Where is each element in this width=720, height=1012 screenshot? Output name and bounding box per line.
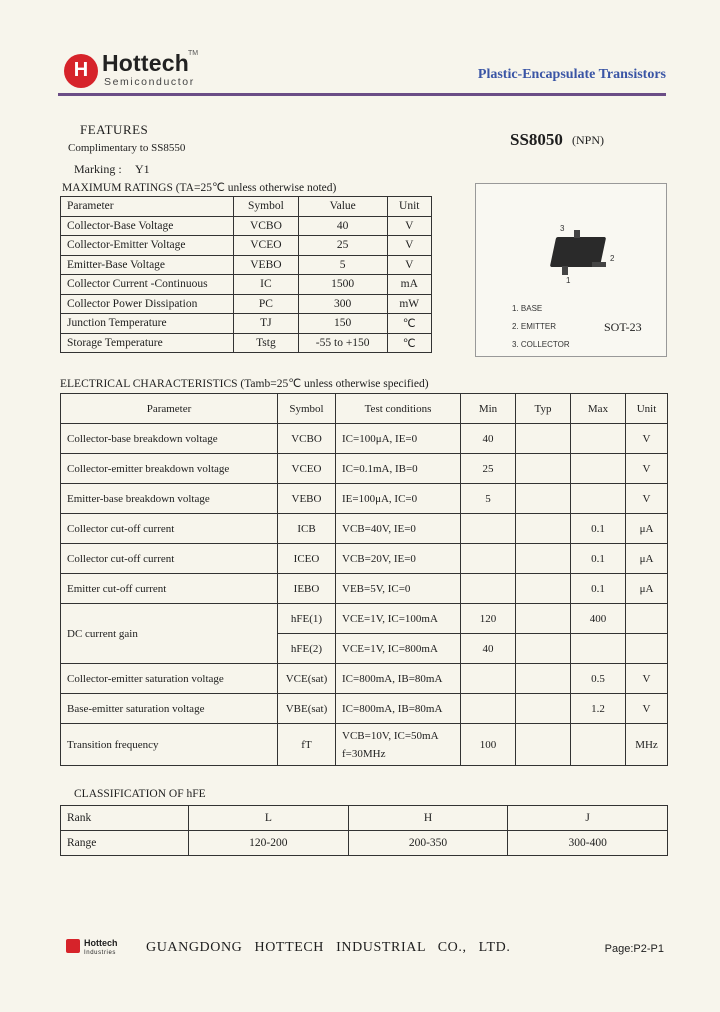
pin-3-label: 3 [560, 224, 565, 233]
cell [516, 574, 571, 604]
cell [516, 454, 571, 484]
cell: -55 to +150 [298, 333, 387, 353]
table-row [61, 314, 432, 334]
cell: IC=800mA, IB=80mA [336, 694, 461, 724]
cell: 40 [461, 634, 516, 664]
cell [626, 604, 668, 634]
cell: Collector Power Dissipation [61, 294, 234, 314]
cell: V [387, 255, 431, 275]
cell: VCE=1V, IC=100mA [336, 604, 461, 634]
cell: 0.5 [571, 664, 626, 694]
cell: V [387, 216, 431, 236]
trademark: TM [188, 50, 199, 57]
cell: 120-200 [189, 831, 349, 856]
cell: 0.1 [571, 574, 626, 604]
cell: Collector-base breakdown voltage [61, 424, 278, 454]
cell [516, 424, 571, 454]
header-cell: Test conditions [336, 394, 461, 424]
page-number: Page:P2-P1 [604, 943, 664, 955]
marking-value: Y1 [135, 162, 150, 176]
pin-legend-collector: 3. COLLECTOR [512, 340, 570, 349]
cell: VCBO [234, 216, 299, 236]
cell: 300-400 [508, 831, 668, 856]
hottech-logo-icon: H [64, 54, 98, 88]
table-row [61, 255, 432, 275]
header-cell: Typ [516, 394, 571, 424]
cell: 400 [571, 604, 626, 634]
classification-title: CLASSIFICATION OF hFE [74, 788, 206, 800]
cell [336, 724, 461, 766]
cell: Collector-emitter saturation voltage [61, 664, 278, 694]
cell: IC=0.1mA, IB=0 [336, 454, 461, 484]
pin-1-label: 1 [566, 276, 571, 285]
cell: 25 [461, 454, 516, 484]
table-row [61, 831, 668, 856]
cell: IC [234, 275, 299, 295]
cell [461, 574, 516, 604]
header-cell: Symbol [278, 394, 336, 424]
cell: 100 [461, 724, 516, 766]
table-row [61, 806, 668, 831]
cell [516, 724, 571, 766]
footer-logo-icon [66, 939, 80, 953]
cell: VCB=40V, IE=0 [336, 514, 461, 544]
electrical-title: ELECTRICAL CHARACTERISTICS (Tamb=25℃ unless otherwise specified) [60, 378, 429, 390]
complementary-note: Complimentary to SS8550 [68, 142, 186, 154]
cell [516, 664, 571, 694]
cell: fT [278, 724, 336, 766]
cell: V [626, 454, 668, 484]
pin-legend-emitter: 2. EMITTER [512, 322, 557, 331]
pin-2-label: 2 [610, 254, 615, 263]
cell [571, 484, 626, 514]
cell: Collector cut-off current [61, 514, 278, 544]
cell [571, 634, 626, 664]
marking-label: Marking : [74, 162, 122, 176]
cell: μA [626, 544, 668, 574]
cell: PC [234, 294, 299, 314]
cell [516, 484, 571, 514]
cell: V [387, 236, 431, 256]
cell: VCBO [278, 424, 336, 454]
header-cell: Value [298, 197, 387, 217]
table-row [61, 514, 668, 544]
electrical-table [60, 393, 668, 766]
max-ratings-title: MAXIMUM RATINGS (TA=25℃ unless otherwise noted) [62, 182, 337, 194]
cell: 5 [298, 255, 387, 275]
cell: Junction Temperature [61, 314, 234, 334]
package-name: SOT-23 [604, 320, 642, 334]
cell: VCB=20V, IE=0 [336, 544, 461, 574]
cell: 1500 [298, 275, 387, 295]
table-row [61, 604, 668, 634]
cell: L [189, 806, 349, 831]
cell: Storage Temperature [61, 333, 234, 353]
cell: Transition frequency [61, 724, 278, 766]
cell: J [508, 806, 668, 831]
condition-line: f=30MHz [342, 747, 386, 760]
cell: IEBO [278, 574, 336, 604]
cell [461, 664, 516, 694]
brand-name: Hottech [102, 50, 190, 76]
company-name: GUANGDONG HOTTECH INDUSTRIAL CO., LTD. [146, 940, 511, 955]
cell: ℃ [387, 333, 431, 353]
table-row [61, 484, 668, 514]
table-row [61, 724, 668, 766]
condition-line: VCB=10V, IC=50mA [342, 729, 439, 742]
cell: V [626, 664, 668, 694]
cell: hFE(2) [278, 634, 336, 664]
cell [571, 454, 626, 484]
pin-3-lead [574, 230, 580, 238]
cell: Collector-Emitter Voltage [61, 236, 234, 256]
cell: Range [61, 831, 189, 856]
header-rule [58, 93, 666, 96]
footer-brand: Hottech [84, 938, 118, 948]
table-row [61, 333, 432, 353]
cell: TJ [234, 314, 299, 334]
cell: V [626, 694, 668, 724]
cell: Emitter-Base Voltage [61, 255, 234, 275]
cell: VEBO [278, 484, 336, 514]
cell: 40 [298, 216, 387, 236]
table-row [61, 454, 668, 484]
cell: MHz [626, 724, 668, 766]
cell: Emitter cut-off current [61, 574, 278, 604]
cell: VCE=1V, IC=800mA [336, 634, 461, 664]
cell: VEBO [234, 255, 299, 275]
cell: mW [387, 294, 431, 314]
table-row [61, 694, 668, 724]
cell: Emitter-base breakdown voltage [61, 484, 278, 514]
cell: 0.1 [571, 514, 626, 544]
cell: hFE(1) [278, 604, 336, 634]
cell [516, 514, 571, 544]
pin-1-lead [562, 266, 568, 275]
part-number: SS8050 [510, 130, 563, 149]
cell: 1.2 [571, 694, 626, 724]
cell: 300 [298, 294, 387, 314]
table-header-row [61, 394, 668, 424]
cell: 150 [298, 314, 387, 334]
cell: 120 [461, 604, 516, 634]
table-row [61, 275, 432, 295]
cell: ICB [278, 514, 336, 544]
cell: 0.1 [571, 544, 626, 574]
table-row [61, 574, 668, 604]
cell: Collector Current -Continuous [61, 275, 234, 295]
classification-table [60, 805, 668, 856]
pin-legend-base: 1. BASE [512, 304, 543, 313]
cell [461, 514, 516, 544]
table-header-row [61, 197, 432, 217]
cell: VEB=5V, IC=0 [336, 574, 461, 604]
cell [571, 724, 626, 766]
table-row [61, 424, 668, 454]
cell [571, 424, 626, 454]
document-category-title: Plastic-Encapsulate Transistors [477, 67, 666, 82]
part-type: (NPN) [572, 133, 604, 147]
table-row [61, 236, 432, 256]
cell: Tstg [234, 333, 299, 353]
header-cell: Unit [387, 197, 431, 217]
cell: VCEO [234, 236, 299, 256]
cell: IC=800mA, IB=80mA [336, 664, 461, 694]
cell: IC=100μA, IE=0 [336, 424, 461, 454]
table-row [61, 294, 432, 314]
header-cell: Parameter [61, 197, 234, 217]
cell: VCEO [278, 454, 336, 484]
cell [516, 604, 571, 634]
cell: Collector cut-off current [61, 544, 278, 574]
cell: mA [387, 275, 431, 295]
cell: 25 [298, 236, 387, 256]
cell [516, 634, 571, 664]
header-cell: Min [461, 394, 516, 424]
cell: VBE(sat) [278, 694, 336, 724]
header-cell: Max [571, 394, 626, 424]
cell: 200-350 [348, 831, 508, 856]
pin-2-lead [592, 262, 606, 267]
table-row [61, 216, 432, 236]
table-row [61, 664, 668, 694]
cell: IE=100μA, IC=0 [336, 484, 461, 514]
cell: V [626, 484, 668, 514]
cell: Rank [61, 806, 189, 831]
header-cell: Symbol [234, 197, 299, 217]
cell: ℃ [387, 314, 431, 334]
cell [626, 634, 668, 664]
cell: DC current gain [61, 604, 278, 664]
cell [516, 694, 571, 724]
cell: μA [626, 574, 668, 604]
cell: 40 [461, 424, 516, 454]
cell: H [348, 806, 508, 831]
footer-brand-subtitle: Industries [84, 950, 117, 956]
max-ratings-table [60, 196, 432, 353]
features-heading: FEATURES [80, 122, 149, 137]
cell: Collector-emitter breakdown voltage [61, 454, 278, 484]
cell: 5 [461, 484, 516, 514]
cell: V [626, 424, 668, 454]
cell [516, 544, 571, 574]
cell: Base-emitter saturation voltage [61, 694, 278, 724]
cell [461, 694, 516, 724]
table-row [61, 544, 668, 574]
cell: ICEO [278, 544, 336, 574]
cell: VCE(sat) [278, 664, 336, 694]
cell: μA [626, 514, 668, 544]
cell: Collector-Base Voltage [61, 216, 234, 236]
brand-subtitle: Semiconductor [104, 76, 195, 88]
cell [461, 544, 516, 574]
header-cell: Unit [626, 394, 668, 424]
header-cell: Parameter [61, 394, 278, 424]
